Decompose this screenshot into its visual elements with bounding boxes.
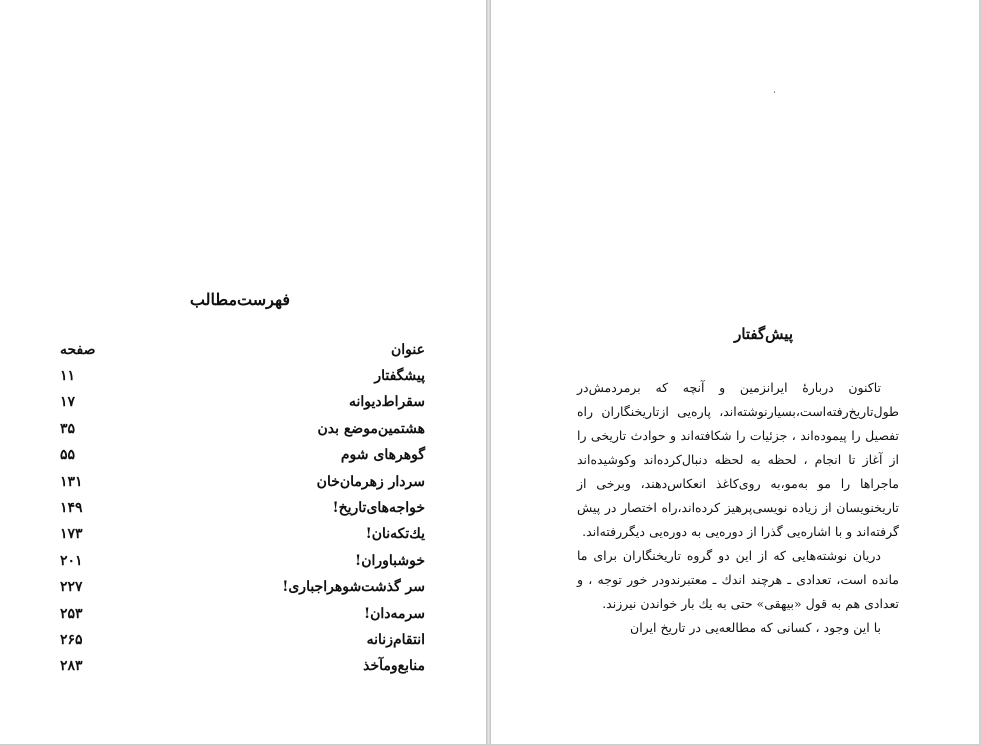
toc-title: فهرست‌مطالب <box>189 290 290 309</box>
toc-entry <box>60 421 425 447</box>
toc-entry-title: خوشباوران! <box>355 552 425 569</box>
toc-entry-page: ۲۰۱ <box>60 552 83 569</box>
toc-entry-page: ۱۳۱ <box>60 473 83 490</box>
toc-entry-page: ۳۵ <box>60 420 76 437</box>
toc-entry-title: سرمه‌دان! <box>363 605 425 622</box>
toc-entry-page: ۲۵۳ <box>60 605 83 622</box>
toc-entry-title: سردار زهرمان‌خان <box>316 473 425 490</box>
page-mark: ، <box>773 86 776 95</box>
foreword-paragraph: تاکنون دربارهٔ ایرانزمین و آنچه که برمردمش‌در طول‌تاریخ‌رفته‌است،بسیارنوشته‌اند، پاره‌یی ازتاریخنگاران راه تفصیل را پیموده‌اند ، جزئیات را شکافته‌اند و حوادث تاریخی را از آغاز تا انجام ، لحظه به لحظه دنبال‌کرده‌اند وکوشیده‌اند ماجراها را مو به‌مو،به روی‌کاغذ انعکاس‌دهند، وبرخی از تاریخنویسان از زیاده نویسی‌پرهیز کرده‌اند،راه اختصار در پیش گرفته‌اند و با اشاره‌یی گذرا از دوره‌یی به دوره‌یی دیگررفته‌اند. <box>577 380 899 539</box>
toc-header-title: عنوان <box>391 342 425 358</box>
toc-entry-title: یك‌تکه‌نان! <box>365 526 425 543</box>
toc-entry <box>60 474 425 500</box>
toc-entry-page: ۵۵ <box>60 447 76 464</box>
toc-entry <box>60 579 425 605</box>
toc-entry <box>60 658 425 684</box>
toc-entry-page: ۱۷ <box>60 394 76 411</box>
toc-entry <box>60 500 425 526</box>
toc-entry-page: ۲۶۵ <box>60 631 83 648</box>
toc-header-page: صفحه <box>60 342 96 358</box>
foreword-title: پیش‌گفتار <box>734 325 793 343</box>
toc-entry-page: ۱۷۳ <box>60 526 83 543</box>
toc-entry-page: ۲۸۳ <box>60 658 83 675</box>
toc-entry <box>60 606 425 632</box>
foreword-page <box>491 0 981 746</box>
toc-entry-title: انتقام‌زنانه <box>366 631 425 648</box>
toc-entry <box>60 368 425 394</box>
toc-entry-page: ۱۴۹ <box>60 499 83 516</box>
toc-entry-page: ۲۲۷ <box>60 579 83 596</box>
toc-header <box>60 342 425 362</box>
foreword-paragraph: با این وجود ، کسانی که مطالعه‌یی در تاریخ ایران <box>630 620 881 635</box>
toc-entry-title: سر گذشت‌شوهراجباری! <box>282 579 425 596</box>
foreword-body <box>577 376 899 640</box>
toc-entry-title: خواجه‌های‌تاریخ! <box>332 499 425 516</box>
toc-entry <box>60 553 425 579</box>
toc-list <box>60 368 425 685</box>
toc-entry <box>60 526 425 552</box>
toc-entry-title: پیشگفتار <box>374 368 425 384</box>
toc-entry-page: ۱۱ <box>60 368 76 384</box>
toc-entry-title: منابع‌ومآخذ <box>363 658 425 675</box>
toc-entry <box>60 632 425 658</box>
toc-entry <box>60 394 425 420</box>
toc-entry-title: گوهرهای شوم <box>340 447 425 464</box>
toc-entry-title: سقراط‌دیوانه <box>348 394 425 411</box>
toc-entry-title: هشتمین‌موضع بدن <box>317 420 425 437</box>
foreword-paragraph: دریان نوشته‌هایی که از این دو گروه تاریخنگاران برای ما مانده است، تعدادی ـ هرچند اندك ـ معتبرند‌ودر خور توجه ، و تعدادی هم به قول «بیهقی» حتی به یك بار خواندن نیرزند. <box>577 548 899 611</box>
toc-entry <box>60 447 425 473</box>
toc-page <box>0 0 486 746</box>
